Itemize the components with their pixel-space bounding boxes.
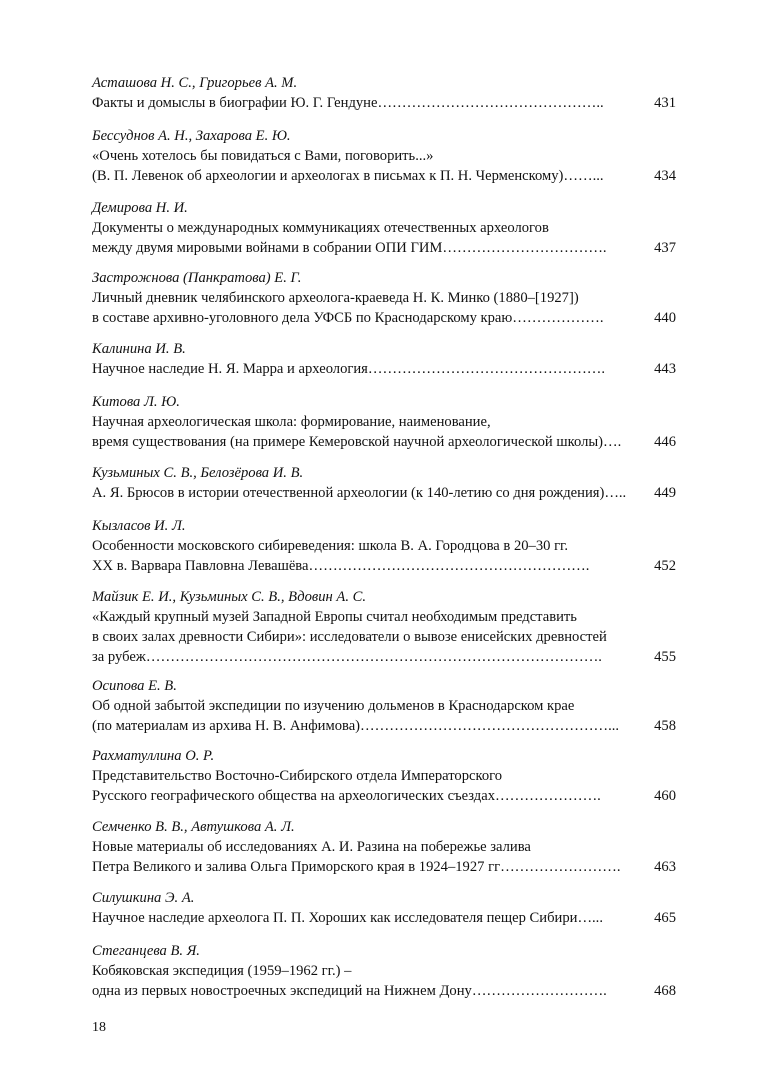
toc-entry-title-line: «Каждый крупный музей Западной Европы считал необходимым представить bbox=[92, 609, 577, 625]
toc-entry-author: Демирова Н. И. bbox=[92, 200, 188, 216]
toc-entry-page: 443 bbox=[654, 361, 676, 377]
page-number: 18 bbox=[92, 1020, 106, 1035]
toc-entry-title-line: Особенности московского сибиреведения: школа В. А. Городцова в 20–30 гг. bbox=[92, 538, 569, 554]
toc-entry-title-line: (по материалам из архива Н. В. Анфимова)……………………………………………... bbox=[92, 718, 620, 734]
toc-entry-page: 434 bbox=[654, 168, 676, 184]
toc-entry-title-line: Русского географического общества на археологических съездах…………………. bbox=[92, 788, 601, 804]
toc-entry-title-line: Научная археологическая школа: формирование, наименование, bbox=[92, 414, 491, 430]
toc-entry-title-line: между двумя мировыми войнами в собрании ОПИ ГИМ……………………………. bbox=[92, 240, 607, 256]
toc-entry-page: 468 bbox=[654, 983, 676, 999]
toc-entry-author: Застрожнова (Панкратова) Е. Г. bbox=[92, 270, 302, 286]
toc-entry-author: Калинина И. В. bbox=[92, 341, 186, 357]
toc-entry-title-line: А. Я. Брюсов в истории отечественной археологии (к 140-летию со дня рождения)….. bbox=[92, 485, 627, 501]
toc-entry-author: Асташова Н. С., Григорьев А. М. bbox=[92, 75, 298, 91]
toc-entry-author: Кузьминых С. В., Белозёрова И. В. bbox=[92, 465, 304, 481]
toc-entry-author: Семченко В. В., Автушкова А. Л. bbox=[92, 819, 295, 835]
toc-entry-title-line: Документы о международных коммуникациях отечественных археологов bbox=[92, 220, 549, 236]
toc-entry-title-line: Факты и домыслы в биографии Ю. Г. Гендуне……………………………………….. bbox=[92, 95, 604, 111]
toc-entry-title-line: Новые материалы об исследованиях А. И. Разина на побережье залива bbox=[92, 839, 531, 855]
toc-entry-author: Рахматуллина О. Р. bbox=[92, 748, 215, 764]
toc-entry-page: 455 bbox=[654, 649, 676, 665]
toc-entry-title-line: Личный дневник челябинского археолога-краеведа Н. К. Минко (1880–[1927]) bbox=[92, 290, 579, 306]
toc-entry-title-line: Представительство Восточно-Сибирского отдела Императорского bbox=[92, 768, 503, 784]
toc-entry-title-line: XX в. Варвара Павловна Левашёва…………………………………………………. bbox=[92, 558, 590, 574]
toc-entry-title-line: Кобяковская экспедиция (1959–1962 гг.) – bbox=[92, 963, 352, 979]
toc-entry-title-line: Об одной забытой экспедиции по изучению дольменов в Краснодарском крае bbox=[92, 698, 575, 714]
toc-entry-page: 463 bbox=[654, 859, 676, 875]
toc-entry-page: 431 bbox=[654, 95, 676, 111]
toc-entry-title-line: Научное наследие Н. Я. Марра и археология…………………………………………. bbox=[92, 361, 606, 377]
toc-entry-title-line: (В. П. Левенок об археологии и археологах в письмах к П. Н. Черменскому)……... bbox=[92, 168, 604, 184]
toc-entry-page: 446 bbox=[654, 434, 676, 450]
toc-entry-page: 440 bbox=[654, 310, 676, 326]
toc-entry-author: Осипова Е. В. bbox=[92, 678, 177, 694]
toc-entry-title-line: в составе архивно-уголовного дела УФСБ по Краснодарскому краю………………. bbox=[92, 310, 604, 326]
toc-entry-author: Стеганцева В. Я. bbox=[92, 943, 200, 959]
toc-entry-author: Китова Л. Ю. bbox=[92, 394, 180, 410]
toc-entry-author: Силушкина Э. А. bbox=[92, 890, 195, 906]
toc-entry-page: 449 bbox=[654, 485, 676, 501]
toc-entry-page: 437 bbox=[654, 240, 676, 256]
toc-entry-title-line: Научное наследие археолога П. П. Хороших как исследователя пещер Сибири…... bbox=[92, 910, 603, 926]
toc-entry-page: 465 bbox=[654, 910, 676, 926]
toc-entry-author: Кызласов И. Л. bbox=[92, 518, 186, 534]
toc-entry-title-line: время существования (на примере Кемеровской научной археологической школы)…. bbox=[92, 434, 622, 450]
toc-entry-page: 452 bbox=[654, 558, 676, 574]
toc-entry-author: Майзик Е. И., Кузьминых С. В., Вдовин А. С. bbox=[92, 589, 367, 605]
toc-entry-title-line: в своих залах древности Сибири»: исследователи о вывозе енисейских древностей bbox=[92, 629, 607, 645]
toc-entry-page: 458 bbox=[654, 718, 676, 734]
toc-entry-title-line: за рубеж…………………………………………………………………………………. bbox=[92, 649, 602, 665]
toc-entry-page: 460 bbox=[654, 788, 676, 804]
toc-entry-title-line: одна из первых новостроечных экспедиций на Нижнем Дону………………………. bbox=[92, 983, 607, 999]
toc-entry-title-line: Петра Великого и залива Ольга Приморского края в 1924–1927 гг……………………. bbox=[92, 859, 621, 875]
toc-entry-title-line: «Очень хотелось бы повидаться с Вами, поговорить...» bbox=[92, 148, 434, 164]
toc-entry-author: Бессуднов А. Н., Захарова Е. Ю. bbox=[92, 128, 291, 144]
